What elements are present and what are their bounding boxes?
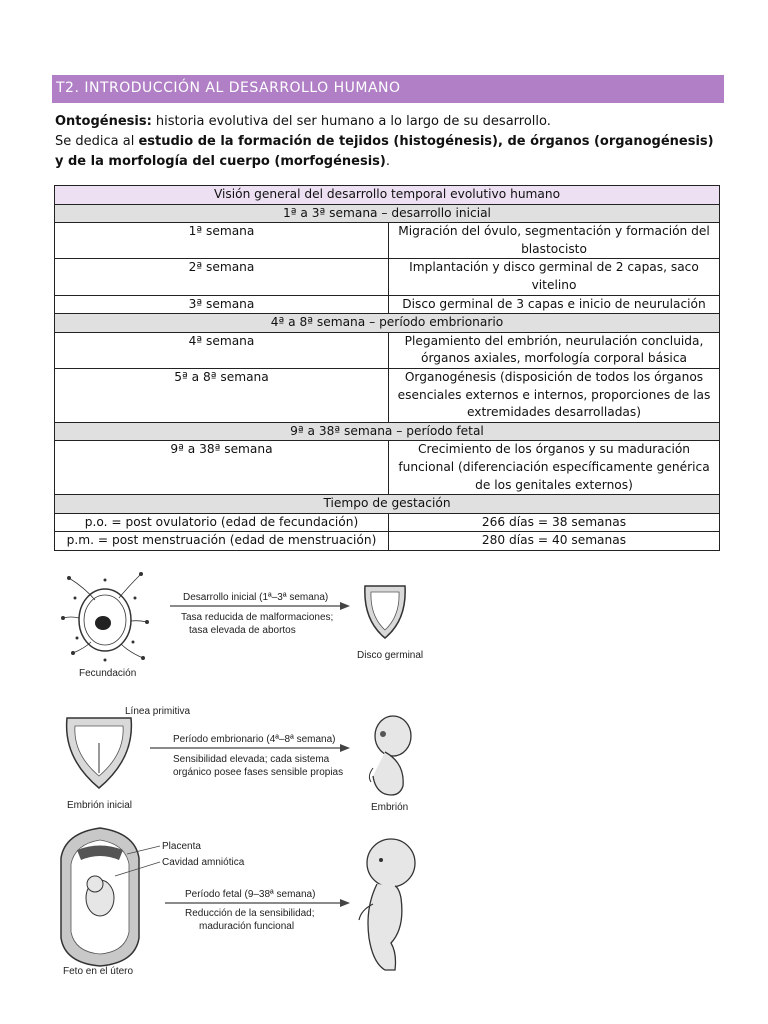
arrow1-line1: Tasa reducida de malformaciones; xyxy=(181,612,334,623)
label-embrion-inicial: Embrión inicial xyxy=(67,800,133,811)
page-title-bar xyxy=(52,75,724,103)
intro-paragraph-1 xyxy=(55,112,725,132)
table-row xyxy=(55,223,720,259)
period-cell: 3ª semana xyxy=(55,295,389,314)
period-cell: 2ª semana xyxy=(55,259,389,295)
embryo-drawing xyxy=(369,716,411,795)
description-cell: Implantación y disco germinal de 2 capas, saco vitelino xyxy=(389,259,720,295)
table-row xyxy=(55,368,720,422)
period-cell: p.m. = post menstruación (edad de menstruación) xyxy=(55,532,389,551)
description-cell: 280 días = 40 semanas xyxy=(389,532,720,551)
arrow2-line2: orgánico posee fases sensible propias xyxy=(173,767,344,778)
development-illustration xyxy=(55,558,431,978)
arrow1-line2: tasa elevada de abortos xyxy=(189,625,296,636)
development-table xyxy=(54,185,720,551)
label-fecundacion: Fecundación xyxy=(79,668,137,679)
arrow3-line1: Reducción de la sensibilidad; xyxy=(185,908,315,919)
table-header: Visión general del desarrollo temporal evolutivo humano xyxy=(55,186,720,205)
intro-text xyxy=(55,112,725,172)
period-cell: 5ª a 8ª semana xyxy=(55,368,389,422)
period-cell: 9ª a 38ª semana xyxy=(55,441,389,495)
section-title: 1ª a 3ª semana – desarrollo inicial xyxy=(55,204,720,223)
section-row xyxy=(55,314,720,333)
section-row xyxy=(55,495,720,514)
label-disco: Disco germinal xyxy=(357,650,424,661)
section-title: 4ª a 8ª semana – período embrionario xyxy=(55,314,720,333)
label-placenta: Placenta xyxy=(162,841,201,852)
table-row xyxy=(55,513,720,532)
ontogenesis-definition: historia evolutiva del ser humano a lo largo de su desarrollo. xyxy=(151,114,551,129)
uterus-drawing xyxy=(61,828,139,966)
description-cell: Crecimiento de los órganos y su maduración funcional (diferenciación específicamente genérica de los genitales externos) xyxy=(389,441,720,495)
arrow1-title: Desarrollo inicial (1ª–3ª semana) xyxy=(183,592,329,603)
table-row xyxy=(55,259,720,295)
description-cell: Organogénesis (disposición de todos los órganos esenciales externos e internos, proporciones de las extremidades desarrolladas) xyxy=(389,368,720,422)
ontogenesis-term: Ontogénesis: xyxy=(55,114,152,129)
intro-paragraph-2 xyxy=(55,132,725,172)
fetus-drawing xyxy=(359,839,415,970)
section-title: 9ª a 38ª semana – período fetal xyxy=(55,422,720,441)
intro-line2-prefix: Se dedica al xyxy=(55,134,139,149)
table-row xyxy=(55,441,720,495)
section-title: Tiempo de gestación xyxy=(55,495,720,514)
page-title: T2. INTRODUCCIÓN AL DESARROLLO HUMANO xyxy=(56,80,401,96)
arrow2-title: Período embrionario (4ª–8ª semana) xyxy=(173,734,336,745)
period-cell: 4ª semana xyxy=(55,332,389,368)
label-linea: Línea primitiva xyxy=(125,706,191,717)
label-cavidad: Cavidad amniótica xyxy=(162,857,245,868)
period-cell: p.o. = post ovulatorio (edad de fecundación) xyxy=(55,513,389,532)
early-embryo-drawing xyxy=(67,718,132,788)
section-row xyxy=(55,204,720,223)
fertilization-drawing xyxy=(63,574,147,658)
table-row xyxy=(55,532,720,551)
description-cell: Migración del óvulo, segmentación y formación del blastocisto xyxy=(389,223,720,259)
period-cell: 1ª semana xyxy=(55,223,389,259)
arrow2-line1: Sensibilidad elevada; cada sistema xyxy=(173,754,330,765)
intro-line2-bold: estudio de la formación de tejidos (histogénesis), de órganos (organogénesis) y de la morfología del cuerpo (morfogénesis) xyxy=(55,134,714,169)
description-cell: 266 días = 38 semanas xyxy=(389,513,720,532)
section-row xyxy=(55,422,720,441)
table-header-row xyxy=(55,186,720,205)
description-cell: Plegamiento del embrión, neurulación concluida, órganos axiales, morfología corporal básica xyxy=(389,332,720,368)
label-feto: Feto en el útero xyxy=(63,966,134,977)
arrow3-title: Período fetal (9–38ª semana) xyxy=(185,889,316,900)
table-row xyxy=(55,332,720,368)
label-embrion: Embrión xyxy=(371,802,409,813)
germinal-disc-drawing xyxy=(365,586,405,638)
description-cell: Disco germinal de 3 capas e inicio de neurulación xyxy=(389,295,720,314)
table-row xyxy=(55,295,720,314)
arrow3-line2: maduración funcional xyxy=(199,921,295,932)
intro-line2-suffix: . xyxy=(385,154,391,169)
